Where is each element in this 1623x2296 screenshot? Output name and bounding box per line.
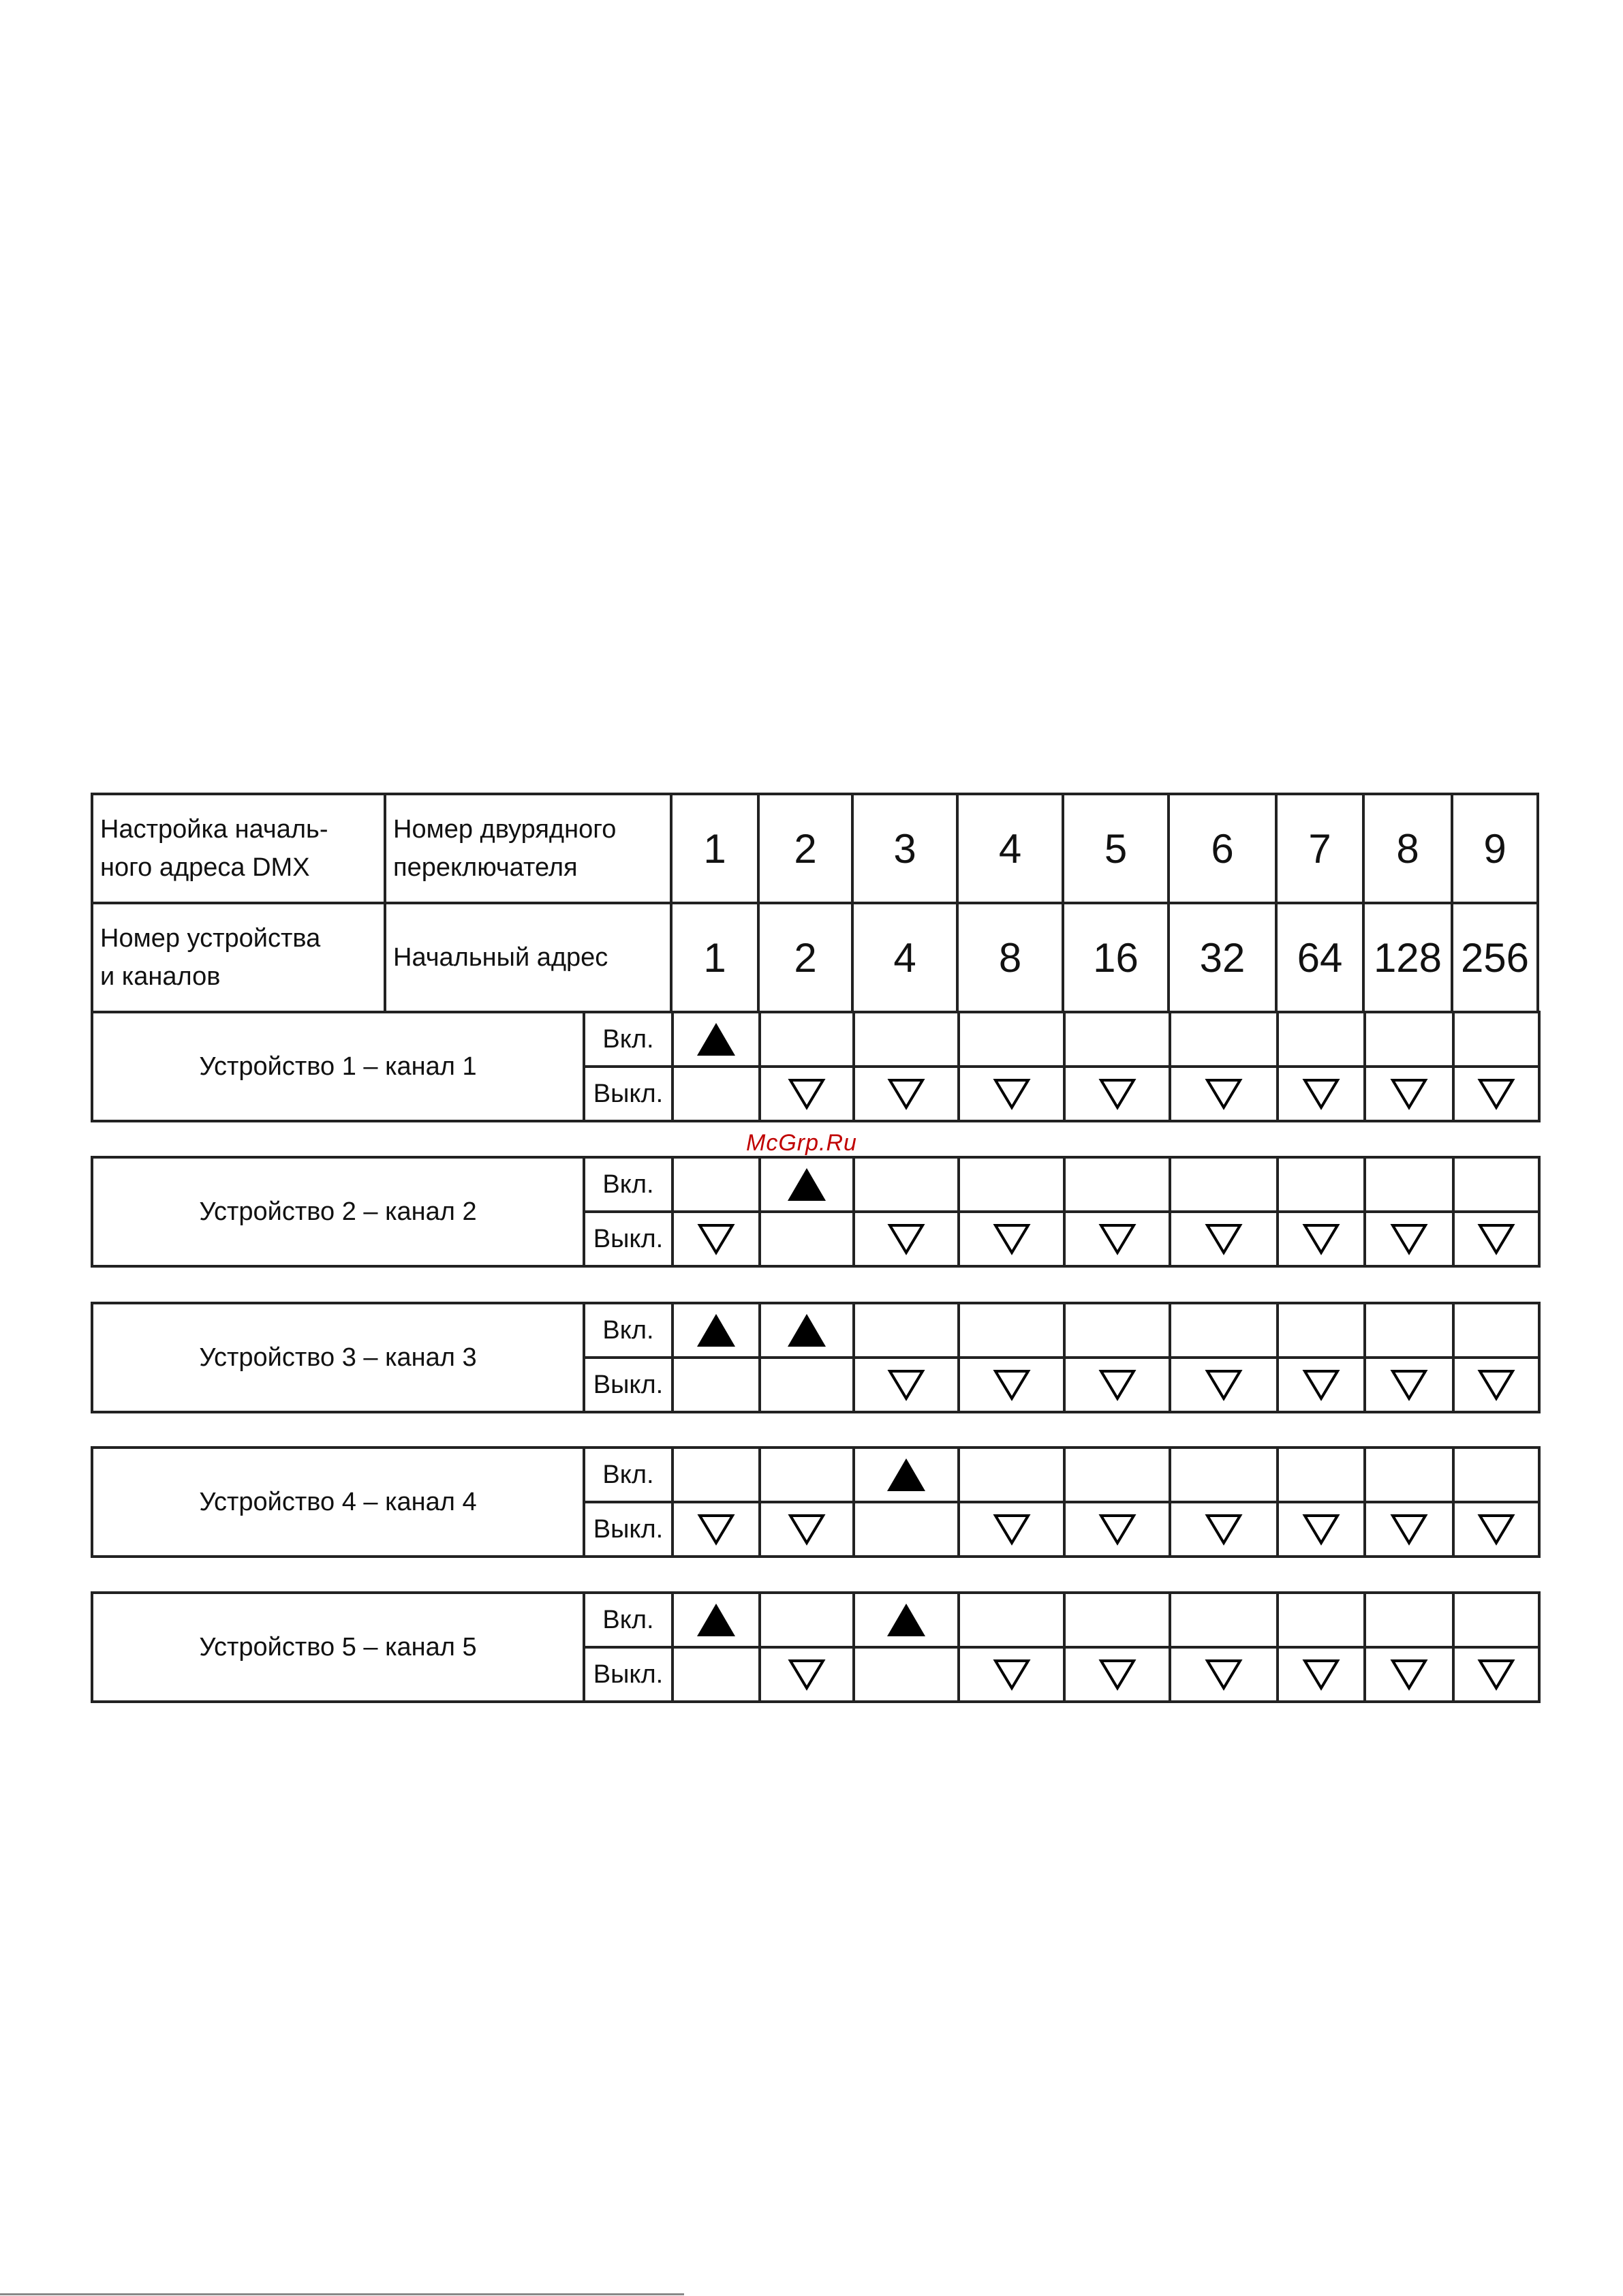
switch-cell bbox=[1278, 1358, 1365, 1412]
switch-cell bbox=[1170, 1157, 1278, 1212]
switch-cell bbox=[1365, 1358, 1453, 1412]
switch-on-icon bbox=[697, 1604, 735, 1636]
switch-cell bbox=[760, 1647, 854, 1702]
switch-cell bbox=[959, 1212, 1064, 1266]
switch-cell bbox=[1453, 1067, 1539, 1121]
switch-off-icon bbox=[1477, 1077, 1515, 1110]
off-label: Выкл. bbox=[584, 1212, 673, 1266]
switch-cell bbox=[760, 1303, 854, 1358]
switch-cell bbox=[673, 1647, 760, 1702]
switch-cell bbox=[760, 1012, 854, 1067]
switch-off-icon bbox=[1302, 1223, 1340, 1255]
switch-off-icon bbox=[1302, 1368, 1340, 1401]
switch-cell bbox=[1365, 1502, 1453, 1557]
switch-on-icon bbox=[887, 1604, 925, 1636]
switch-cell bbox=[1278, 1012, 1365, 1067]
header-row-switch bbox=[92, 794, 1538, 903]
on-row bbox=[92, 1157, 1539, 1212]
switch-cell bbox=[854, 1593, 959, 1647]
switch-off-icon bbox=[1390, 1223, 1428, 1255]
switch-cell bbox=[959, 1593, 1064, 1647]
switch-off-icon bbox=[1390, 1658, 1428, 1691]
switch-cell bbox=[673, 1358, 760, 1412]
switch-cell bbox=[1170, 1647, 1278, 1702]
on-row bbox=[92, 1448, 1539, 1502]
switch-off-icon bbox=[887, 1077, 925, 1110]
device-name: Устройство 3 – канал 3 bbox=[92, 1303, 584, 1412]
switch-cell bbox=[959, 1502, 1064, 1557]
switch-number-cell: 7 bbox=[1276, 794, 1363, 903]
switch-cell bbox=[1064, 1358, 1170, 1412]
switch-cell bbox=[1064, 1012, 1170, 1067]
address-cell: 8 bbox=[957, 903, 1063, 1012]
on-row bbox=[92, 1593, 1539, 1647]
switch-cell bbox=[1365, 1067, 1453, 1121]
address-cell: 1 bbox=[671, 903, 758, 1012]
switch-off-icon bbox=[1205, 1513, 1243, 1546]
switch-cell bbox=[854, 1647, 959, 1702]
on-label: Вкл. bbox=[584, 1593, 673, 1647]
switch-cell bbox=[854, 1448, 959, 1502]
switch-cell bbox=[959, 1303, 1064, 1358]
switch-cell bbox=[673, 1593, 760, 1647]
switch-cell bbox=[760, 1212, 854, 1266]
switch-cell bbox=[854, 1502, 959, 1557]
header-table bbox=[91, 793, 1539, 1013]
switch-cell bbox=[854, 1358, 959, 1412]
switch-off-icon bbox=[887, 1368, 925, 1401]
switch-off-icon bbox=[788, 1077, 826, 1110]
switch-cell bbox=[673, 1502, 760, 1557]
address-cell: 16 bbox=[1063, 903, 1169, 1012]
switch-number-cell: 4 bbox=[957, 794, 1063, 903]
off-label: Выкл. bbox=[584, 1647, 673, 1702]
switch-off-icon bbox=[1098, 1077, 1137, 1110]
setup-label: Настройка началь- ного адреса DMX bbox=[92, 794, 385, 903]
switch-cell bbox=[1365, 1212, 1453, 1266]
switch-on-icon bbox=[697, 1314, 735, 1347]
switch-off-icon bbox=[1098, 1368, 1137, 1401]
switch-cell bbox=[760, 1157, 854, 1212]
switch-cell bbox=[1365, 1012, 1453, 1067]
off-label: Выкл. bbox=[584, 1502, 673, 1557]
switch-number-cell: 8 bbox=[1363, 794, 1452, 903]
switch-cell bbox=[1170, 1012, 1278, 1067]
watermark: McGrp.Ru bbox=[746, 1130, 857, 1156]
device-block bbox=[91, 1302, 1541, 1413]
switch-off-icon bbox=[993, 1658, 1031, 1691]
device-name: Устройство 4 – канал 4 bbox=[92, 1448, 584, 1557]
switch-cell bbox=[1170, 1303, 1278, 1358]
on-row bbox=[92, 1303, 1539, 1358]
switch-off-icon bbox=[993, 1513, 1031, 1546]
switch-cell bbox=[1064, 1502, 1170, 1557]
switch-off-icon bbox=[1302, 1658, 1340, 1691]
switch-cell bbox=[760, 1067, 854, 1121]
switch-number-cell: 2 bbox=[758, 794, 852, 903]
switch-off-icon bbox=[1205, 1368, 1243, 1401]
switch-cell bbox=[1170, 1212, 1278, 1266]
switch-cell bbox=[959, 1647, 1064, 1702]
switch-cell bbox=[1453, 1303, 1539, 1358]
switch-off-icon bbox=[1205, 1658, 1243, 1691]
on-label: Вкл. bbox=[584, 1448, 673, 1502]
switch-number-cell: 1 bbox=[671, 794, 758, 903]
switch-cell bbox=[959, 1012, 1064, 1067]
switch-cell bbox=[1278, 1212, 1365, 1266]
address-cell: 256 bbox=[1452, 903, 1538, 1012]
switch-off-icon bbox=[993, 1077, 1031, 1110]
switch-off-icon bbox=[1477, 1658, 1515, 1691]
switch-on-icon bbox=[697, 1023, 735, 1056]
switch-off-icon bbox=[1098, 1658, 1137, 1691]
switch-cell bbox=[959, 1067, 1064, 1121]
switch-cell bbox=[1453, 1212, 1539, 1266]
switch-off-icon bbox=[788, 1658, 826, 1691]
switch-off-icon bbox=[697, 1223, 735, 1255]
switch-on-icon bbox=[887, 1458, 925, 1491]
start-address-label: Начальный адрес bbox=[385, 903, 671, 1012]
switch-cell bbox=[1278, 1593, 1365, 1647]
on-row bbox=[92, 1012, 1539, 1067]
switch-cell bbox=[673, 1067, 760, 1121]
switch-off-icon bbox=[697, 1513, 735, 1546]
device-block bbox=[91, 1446, 1541, 1558]
switch-number-cell: 9 bbox=[1452, 794, 1538, 903]
header-row-address bbox=[92, 903, 1538, 1012]
switch-number-cell: 6 bbox=[1169, 794, 1276, 903]
switch-off-icon bbox=[993, 1368, 1031, 1401]
switch-off-icon bbox=[1477, 1223, 1515, 1255]
switch-off-icon bbox=[788, 1513, 826, 1546]
switch-off-icon bbox=[993, 1223, 1031, 1255]
switch-cell bbox=[1278, 1303, 1365, 1358]
switch-cell bbox=[1278, 1448, 1365, 1502]
switch-off-icon bbox=[887, 1223, 925, 1255]
switch-on-icon bbox=[788, 1168, 826, 1201]
device-block bbox=[91, 1156, 1541, 1268]
switch-cell bbox=[1453, 1448, 1539, 1502]
on-label: Вкл. bbox=[584, 1157, 673, 1212]
switch-cell bbox=[1365, 1647, 1453, 1702]
device-name: Устройство 2 – канал 2 bbox=[92, 1157, 584, 1266]
switch-off-icon bbox=[1477, 1513, 1515, 1546]
switch-cell bbox=[1278, 1502, 1365, 1557]
switch-cell bbox=[673, 1157, 760, 1212]
device-name: Устройство 1 – канал 1 bbox=[92, 1012, 584, 1121]
on-label: Вкл. bbox=[584, 1012, 673, 1067]
address-cell: 64 bbox=[1276, 903, 1363, 1012]
switch-cell bbox=[1064, 1067, 1170, 1121]
switch-cell bbox=[1064, 1157, 1170, 1212]
on-label: Вкл. bbox=[584, 1303, 673, 1358]
address-cell: 4 bbox=[852, 903, 957, 1012]
switch-off-icon bbox=[1098, 1223, 1137, 1255]
switch-cell bbox=[854, 1212, 959, 1266]
switch-cell bbox=[1453, 1647, 1539, 1702]
switch-off-icon bbox=[1302, 1077, 1340, 1110]
switch-off-icon bbox=[1302, 1513, 1340, 1546]
switch-cell bbox=[1365, 1593, 1453, 1647]
device-block bbox=[91, 1011, 1541, 1122]
switch-cell bbox=[959, 1448, 1064, 1502]
switch-on-icon bbox=[788, 1314, 826, 1347]
switch-cell bbox=[1064, 1647, 1170, 1702]
switch-cell bbox=[1064, 1448, 1170, 1502]
switch-cell bbox=[1453, 1593, 1539, 1647]
device-block bbox=[91, 1591, 1541, 1703]
switch-cell bbox=[854, 1157, 959, 1212]
switch-cell bbox=[760, 1502, 854, 1557]
device-label: Номер устройства и каналов bbox=[92, 903, 385, 1012]
switch-cell bbox=[1170, 1067, 1278, 1121]
switch-number-cell: 3 bbox=[852, 794, 957, 903]
switch-cell bbox=[673, 1212, 760, 1266]
switch-cell bbox=[1365, 1157, 1453, 1212]
switch-cell bbox=[1278, 1647, 1365, 1702]
switch-cell bbox=[1170, 1593, 1278, 1647]
switch-cell bbox=[673, 1012, 760, 1067]
switch-cell bbox=[1453, 1157, 1539, 1212]
switch-cell bbox=[1064, 1593, 1170, 1647]
switch-cell bbox=[760, 1593, 854, 1647]
switch-cell bbox=[854, 1303, 959, 1358]
switch-cell bbox=[854, 1067, 959, 1121]
off-label: Выкл. bbox=[584, 1067, 673, 1121]
switch-cell bbox=[673, 1303, 760, 1358]
switch-cell bbox=[1453, 1502, 1539, 1557]
switch-off-icon bbox=[1390, 1513, 1428, 1546]
switch-cell bbox=[1453, 1012, 1539, 1067]
switch-cell bbox=[1170, 1448, 1278, 1502]
switch-cell bbox=[1170, 1358, 1278, 1412]
switch-off-icon bbox=[1477, 1368, 1515, 1401]
switch-cell bbox=[1278, 1157, 1365, 1212]
switch-cell bbox=[760, 1448, 854, 1502]
switch-cell bbox=[1365, 1303, 1453, 1358]
switch-cell bbox=[760, 1358, 854, 1412]
divider bbox=[0, 2293, 684, 2295]
switch-cell bbox=[1064, 1212, 1170, 1266]
switch-number-label: Номер двурядного переключателя bbox=[385, 794, 671, 903]
switch-cell bbox=[959, 1358, 1064, 1412]
switch-off-icon bbox=[1205, 1077, 1243, 1110]
address-cell: 2 bbox=[758, 903, 852, 1012]
switch-off-icon bbox=[1390, 1077, 1428, 1110]
switch-cell bbox=[854, 1012, 959, 1067]
device-name: Устройство 5 – канал 5 bbox=[92, 1593, 584, 1702]
off-label: Выкл. bbox=[584, 1358, 673, 1412]
switch-cell bbox=[1170, 1502, 1278, 1557]
switch-cell bbox=[673, 1448, 760, 1502]
switch-cell bbox=[1365, 1448, 1453, 1502]
switch-cell bbox=[1453, 1358, 1539, 1412]
switch-cell bbox=[1064, 1303, 1170, 1358]
switch-off-icon bbox=[1098, 1513, 1137, 1546]
switch-number-cell: 5 bbox=[1063, 794, 1169, 903]
switch-cell bbox=[1278, 1067, 1365, 1121]
address-cell: 128 bbox=[1363, 903, 1452, 1012]
address-cell: 32 bbox=[1169, 903, 1276, 1012]
switch-cell bbox=[959, 1157, 1064, 1212]
switch-off-icon bbox=[1205, 1223, 1243, 1255]
switch-off-icon bbox=[1390, 1368, 1428, 1401]
